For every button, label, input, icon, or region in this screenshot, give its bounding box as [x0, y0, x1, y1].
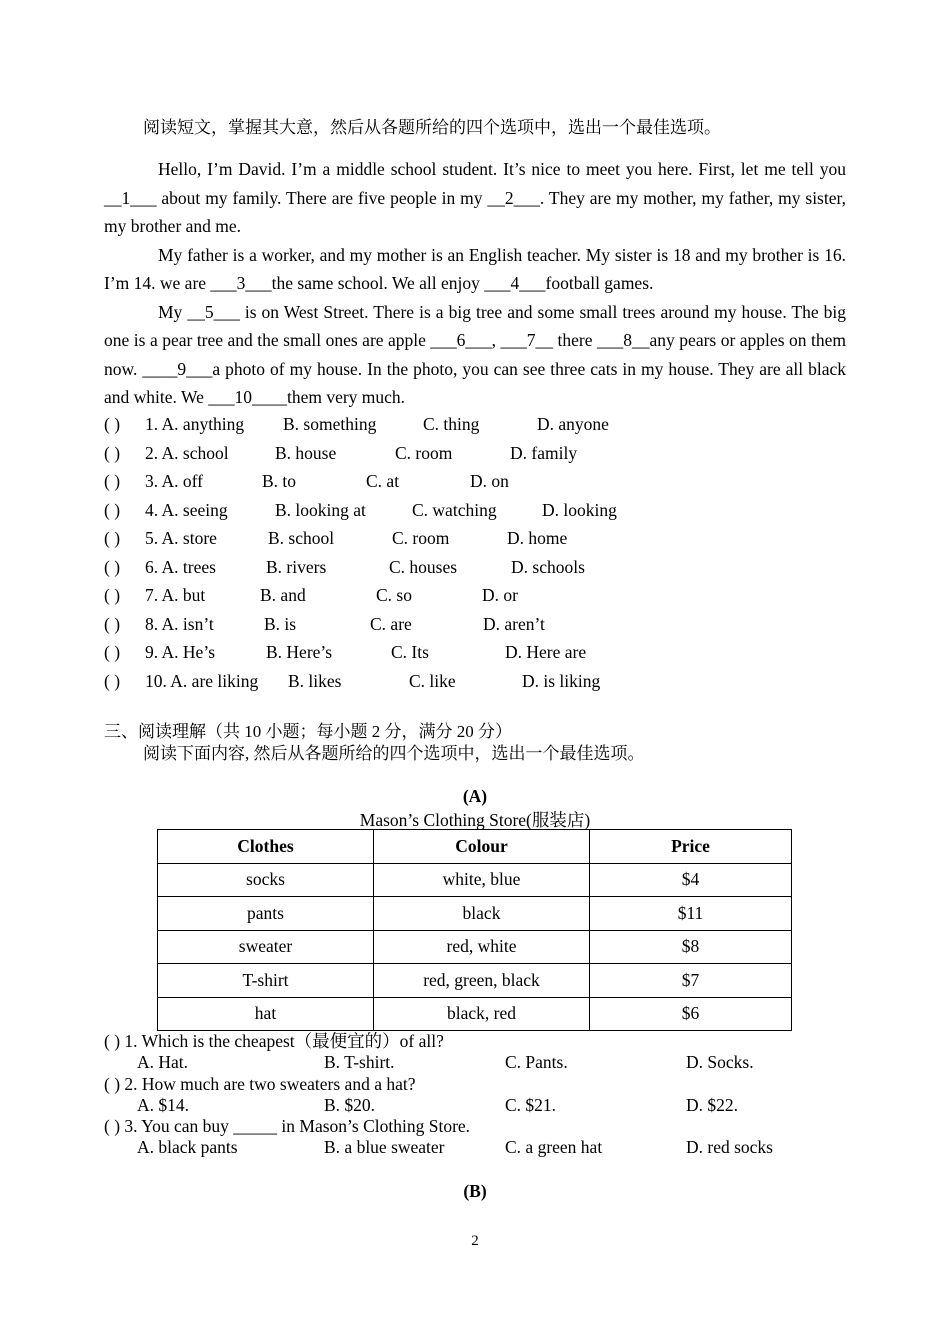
- option-a: 3. A. off: [145, 471, 204, 491]
- choice-a: A. Hat.: [137, 1052, 189, 1073]
- choice-d: D. $22.: [686, 1094, 739, 1115]
- option-d: D. anyone: [537, 414, 609, 434]
- option-b: B. and: [260, 585, 306, 605]
- question-stem: [104, 1074, 824, 1095]
- answer-paren: ( ): [104, 585, 121, 605]
- answer-paren: ( ): [104, 556, 121, 577]
- option-b: B. something: [283, 414, 377, 434]
- table-cell: $7: [590, 964, 792, 998]
- table-cell: pants: [158, 897, 374, 931]
- option-row: [104, 524, 804, 553]
- column-header: Colour: [374, 830, 590, 864]
- option-c: C. so: [376, 585, 412, 605]
- choice-c: C. Pants.: [505, 1052, 568, 1073]
- answer-paren: ( ): [104, 414, 121, 434]
- cloze-options: [104, 410, 804, 695]
- table-cell: white, blue: [374, 863, 590, 897]
- table-cell: $4: [590, 863, 792, 897]
- question-stem: [104, 1031, 824, 1052]
- table-cell: $11: [590, 897, 792, 931]
- option-b: B. looking at: [275, 499, 366, 520]
- answer-paren: ( ): [104, 642, 121, 662]
- option-c: C. thing: [423, 414, 480, 434]
- option-c: C. watching: [412, 499, 497, 520]
- option-row: [104, 667, 804, 696]
- table-cell: red, white: [374, 930, 590, 964]
- section-instruction: 阅读下面内容, 然后从各题所给的四个选项中，选出一个最佳选项。: [143, 744, 645, 763]
- section-3-header: [104, 721, 645, 765]
- answer-paren: ( ): [104, 613, 121, 634]
- store-title: Mason’s Clothing Store(服装店): [359, 810, 591, 830]
- column-header: Clothes: [158, 830, 374, 864]
- option-b: B. rivers: [266, 556, 327, 577]
- option-c: C. room: [392, 528, 450, 548]
- option-a: 2. A. school: [145, 442, 229, 463]
- table-cell: sweater: [158, 930, 374, 964]
- option-a: 1. A. anything: [145, 414, 245, 434]
- question-text: ( ) 1. Which is the cheapest（最便宜的）of all?: [104, 1031, 444, 1051]
- part-a-questions: [104, 1031, 824, 1159]
- question-text: ( ) 2. How much are two sweaters and a hat?: [104, 1073, 416, 1094]
- option-d: D. home: [507, 528, 568, 548]
- choice-b: B. $20.: [324, 1094, 376, 1115]
- part-b-label: (B): [463, 1181, 487, 1201]
- option-a: 7. A. but: [145, 585, 206, 605]
- question-stem: [104, 1116, 824, 1137]
- option-d: D. Here are: [505, 642, 587, 662]
- option-row: [104, 638, 804, 667]
- price-table: [157, 829, 792, 1031]
- column-header: Price: [590, 830, 792, 864]
- answer-paren: ( ): [104, 471, 121, 491]
- option-b: B. house: [275, 442, 337, 463]
- passage-paragraph: Hello, I’m David. I’m a middle school student. It’s nice to meet you here. First, let me tell you __1___ about my family. There are five people in my __2___. They are my mother, my father, my sister, my brother and me.: [104, 159, 846, 236]
- option-a: 9. A. He’s: [145, 642, 215, 662]
- option-b: B. school: [268, 528, 335, 548]
- part-a-label: (A): [462, 786, 488, 806]
- option-c: C. like: [409, 670, 456, 691]
- choice-a: A. $14.: [137, 1094, 190, 1115]
- option-row: [104, 610, 804, 639]
- question-choices: [104, 1137, 824, 1158]
- table-row: [158, 964, 792, 998]
- passage-paragraph: My __5___ is on West Street. There is a big tree and some small trees around my house. The big one is a pear tree and the small ones are apple ___6___, ___7__ there ___8__any pears or apples on them now. ____9___a photo of my house. In the photo, you can see three cats in my house. They are all black and white. We ___10____them very much.: [104, 301, 846, 407]
- table-cell: $8: [590, 930, 792, 964]
- question-text: ( ) 3. You can buy _____ in Mason’s Clothing Store.: [104, 1116, 471, 1137]
- option-d: D. aren’t: [483, 613, 545, 634]
- table-row: [158, 930, 792, 964]
- table-cell: black: [374, 897, 590, 931]
- option-d: D. on: [470, 471, 509, 491]
- choice-c: C. $21.: [505, 1094, 557, 1115]
- table-row: [158, 863, 792, 897]
- option-row: [104, 496, 804, 525]
- option-c: C. room: [395, 442, 453, 463]
- choice-a: A. black pants: [137, 1137, 238, 1158]
- option-b: B. is: [264, 613, 297, 634]
- answer-paren: ( ): [104, 442, 121, 463]
- choice-d: D. Socks.: [686, 1052, 754, 1073]
- answer-paren: ( ): [104, 499, 121, 520]
- option-row: [104, 467, 804, 496]
- option-d: D. or: [482, 585, 518, 605]
- option-b: B. to: [262, 471, 297, 491]
- option-c: C. at: [366, 471, 400, 491]
- table-cell: socks: [158, 863, 374, 897]
- question-choices: [104, 1095, 824, 1116]
- option-c: C. are: [370, 613, 412, 634]
- option-b: B. Here’s: [266, 642, 333, 662]
- option-a: 4. A. seeing: [145, 499, 228, 520]
- table-cell: T-shirt: [158, 964, 374, 998]
- choice-c: C. a green hat: [505, 1137, 603, 1158]
- choice-b: B. a blue sweater: [324, 1137, 445, 1158]
- choice-b: B. T-shirt.: [324, 1052, 395, 1073]
- page-number: 2: [471, 1233, 479, 1249]
- option-row: [104, 439, 804, 468]
- table-row: [158, 997, 792, 1031]
- option-a: 8. A. isn’t: [145, 613, 214, 634]
- option-a: 5. A. store: [145, 528, 217, 548]
- passage-paragraph: My father is a worker, and my mother is an English teacher. My sister is 18 and my brother is 16. I’m 14. we are ___3___the same school. We all enjoy ___4___football games.: [104, 244, 846, 293]
- option-d: D. schools: [511, 556, 585, 577]
- option-a: 10. A. are liking: [145, 670, 259, 691]
- table-cell: hat: [158, 997, 374, 1031]
- choice-d: D. red socks: [686, 1137, 773, 1158]
- option-b: B. likes: [288, 670, 342, 691]
- table-cell: $6: [590, 997, 792, 1031]
- option-d: D. is liking: [522, 670, 601, 691]
- option-c: C. houses: [389, 556, 458, 577]
- answer-paren: ( ): [104, 670, 121, 691]
- option-row: [104, 410, 804, 439]
- question-choices: [104, 1052, 824, 1073]
- section-title: 三、阅读理解（共 10 小题；每小题 2 分，满分 20 分）: [104, 722, 512, 741]
- table-row: [158, 897, 792, 931]
- option-c: C. Its: [391, 642, 429, 662]
- option-d: D. looking: [542, 499, 617, 520]
- table-header-row: [158, 830, 792, 864]
- table-cell: black, red: [374, 997, 590, 1031]
- option-row: [104, 581, 804, 610]
- option-d: D. family: [510, 442, 578, 463]
- table-cell: red, green, black: [374, 964, 590, 998]
- answer-paren: ( ): [104, 528, 121, 548]
- option-row: [104, 553, 804, 582]
- option-a: 6. A. trees: [145, 556, 216, 577]
- cloze-instruction: 阅读短文，掌握其大意，然后从各题所给的四个选项中，选出一个最佳选项。: [143, 118, 721, 137]
- cloze-passage: [104, 155, 846, 412]
